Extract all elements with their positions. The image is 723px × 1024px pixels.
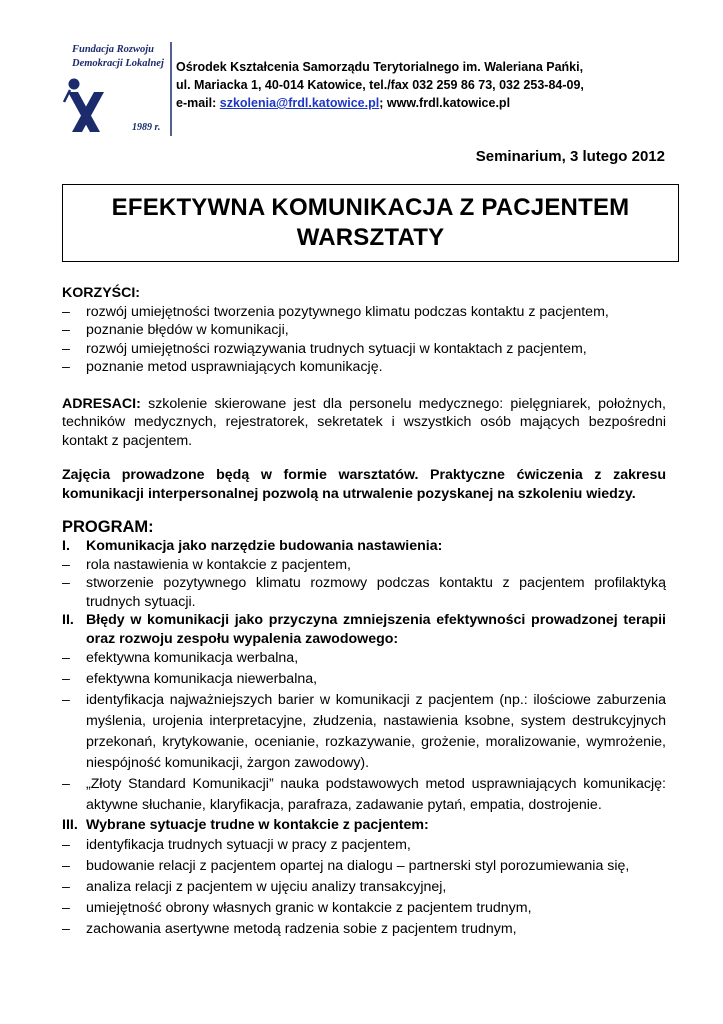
list-item: – rola nastawienia w kontakcie z pacjentem, <box>62 556 666 575</box>
program-section-1-title <box>62 537 666 556</box>
section-title: Wybrane sytuacje trudne w kontakcie z pacjentem: <box>86 817 429 833</box>
list-item: – „Złoty Standard Komunikacji” nauka podstawowych metod usprawniających komunikację: aktywne słuchanie, klaryfikacja, parafraza, zadawanie pytań, empatia, dostrojenie. <box>62 774 666 816</box>
list-item: – analiza relacji z pacjentem w ujęciu analizy transakcyjnej, <box>62 877 666 898</box>
foundation-logo <box>60 40 172 138</box>
logo-line-1: Fundacja Rozwoju <box>72 44 154 55</box>
header-line-1: Ośrodek Kształcenia Samorządu Terytorialnego im. Waleriana Pańki, <box>176 60 584 74</box>
list-item: – identyfikacja najważniejszych barier w komunikacji z pacjentem (np.: ilościowe zaburzenia myślenia, urojenia interpretacyjne, złudzenia, nastawienia ksobne, system destrukcyjnych przekonań, krytykowanie, ocenianie, rozkazywanie, grożenie, moralizowanie, wymrożenie, niespójność komunikacji, żargon zawodowy). <box>62 690 666 774</box>
list-item: – budowanie relacji z pacjentem opartej na dialogu – partnerski styl porozumiewania się, <box>62 856 666 877</box>
list-item: – poznanie błędów w komunikacji, <box>62 321 666 340</box>
list-item: – zachowania asertywne metodą radzenia sobie z pacjentem trudnym, <box>62 919 666 940</box>
list-item: – rozwój umiejętności rozwiązywania trudnych sytuacji w kontaktach z pacjentem, <box>62 340 666 359</box>
addressees-text: szkolenie skierowane jest dla personelu medycznego: pielęgniarek, położnych, techników medycznych, rejestratorek, sekretatek i wszystkich osób mających bezpośredni kontakt z pacjentem. <box>62 395 666 449</box>
list-item: – poznanie metod usprawniających komunikację. <box>62 358 666 377</box>
seminar-date: Seminarium, 3 lutego 2012 <box>475 148 665 165</box>
list-item: – efektywna komunikacja niewerbalna, <box>62 669 666 690</box>
logo-year: 1989 r. <box>132 122 161 133</box>
list-item: – rozwój umiejętności tworzenia pozytywnego klimatu podczas kontaktu z pacjentem, <box>62 303 666 322</box>
logo-line-2: Demokracji Lokalnej <box>72 58 164 69</box>
section-number: III. <box>62 817 78 833</box>
header-line-2: ul. Mariacka 1, 40-014 Katowice, tel./fax 032 259 86 73, 032 253-84-09, <box>176 78 584 92</box>
header-address <box>176 58 696 112</box>
section-number: II. <box>62 612 74 628</box>
workshop-note: Zajęcia prowadzone będą w formie warsztatów. Praktyczne ćwiczenia z zakresu komunikacji interpersonalnej pozwolą na utrwalenie pozyskanej na szkoleniu wiedzy. <box>62 467 666 502</box>
list-item: – stworzenie pozytywnego klimatu rozmowy podczas kontaktu z pacjentem profilaktyką trudnych sytuacji. <box>62 574 666 611</box>
program-section-3-title <box>62 816 666 835</box>
addressees-paragraph <box>62 395 666 451</box>
program-section-1-list <box>62 556 666 612</box>
website-text: ; www.frdl.katowice.pl <box>379 96 511 110</box>
list-item: – identyfikacja trudnych sytuacji w pracy z pacjentem, <box>62 835 666 856</box>
title-line-1: EFEKTYWNA KOMUNIKACJA Z PACJENTEM <box>111 194 630 221</box>
title-box <box>62 184 679 262</box>
addressees-label: ADRESACI: <box>62 395 141 412</box>
title-line-2: WARSZTATY <box>296 224 445 251</box>
program-section-3-list <box>62 835 666 940</box>
section-title: Błędy w komunikacji jako przyczyna zmniejszenia efektywności prowadzonej terapii oraz rozwoju zespołu wypalenia zawodowego: <box>86 612 666 647</box>
benefits-heading: KORZYŚCI: <box>62 285 141 301</box>
header-line-3 <box>176 94 696 112</box>
logo-org-name <box>72 43 172 71</box>
email-link[interactable]: szkolenia@frdl.katowice.pl <box>219 96 380 110</box>
document-content <box>62 284 666 940</box>
section-title: Komunikacja jako narzędzie budowania nastawienia: <box>86 538 443 554</box>
benefits-list <box>62 303 666 377</box>
email-prefix: e-mail: <box>176 96 220 110</box>
program-section-2-list <box>62 648 666 816</box>
program-section-2-title <box>62 611 666 648</box>
program-heading: PROGRAM: <box>62 518 154 536</box>
section-number: I. <box>62 538 70 554</box>
list-item: – efektywna komunikacja werbalna, <box>62 648 666 669</box>
list-item: – umiejętność obrony własnych granic w kontakcie z pacjentem trudnym, <box>62 898 666 919</box>
